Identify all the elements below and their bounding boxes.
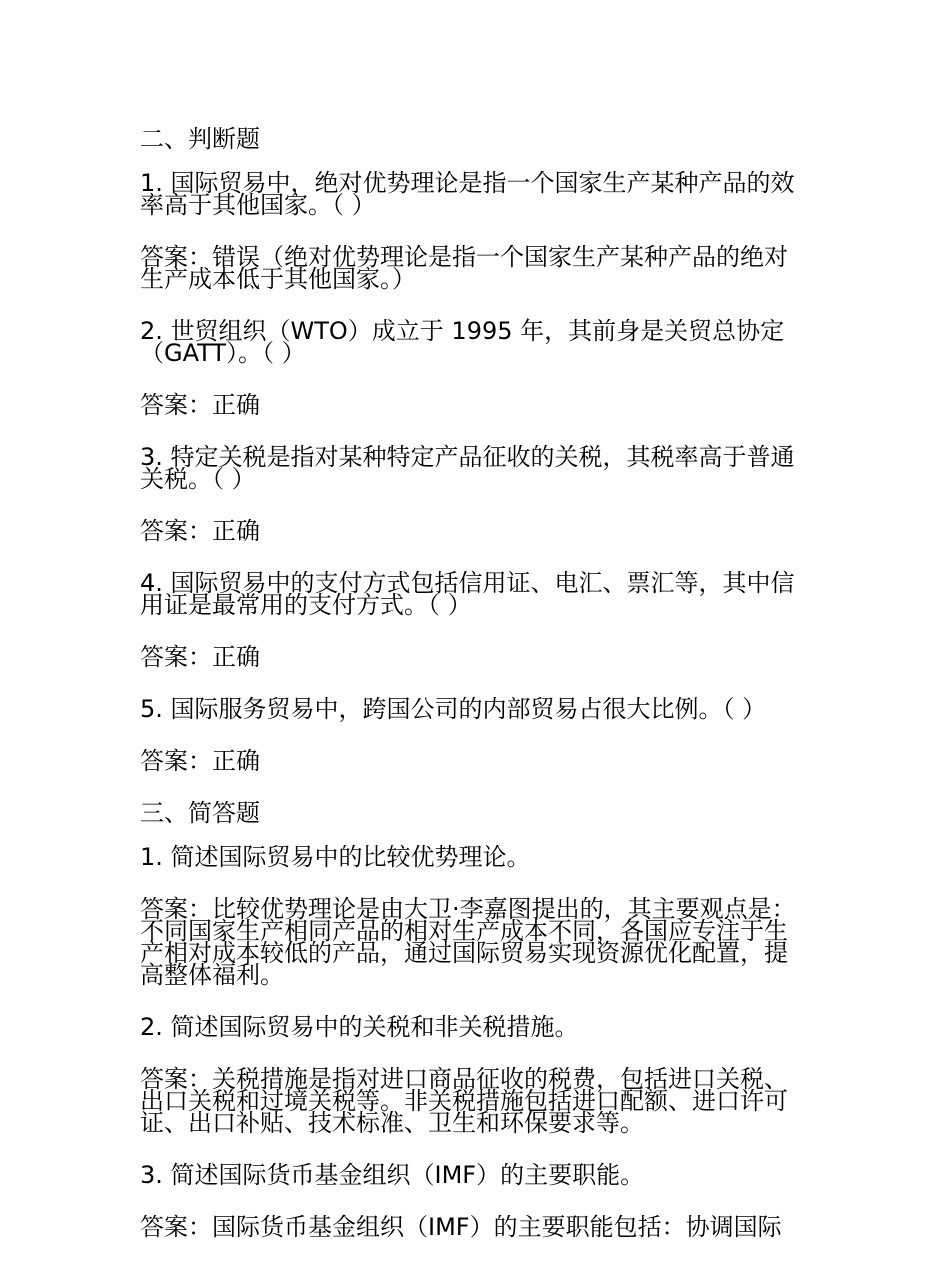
short-answer-answer-3: 答案：国际货币基金组织（IMF）的主要职能包括：协调国际 [140, 1213, 782, 1241]
judgment-answer-3: 答案：正确 [140, 517, 260, 545]
section-title-short-answer: 三、简答题 [140, 799, 260, 827]
short-answer-question-3: 3. 简述国际货币基金组织（IMF）的主要职能。 [140, 1161, 645, 1189]
document-body [140, 125, 810, 1268]
judgment-answer-5: 答案：正确 [140, 747, 260, 775]
judgment-answer-1: 答案：错误（绝对优势理论是指一个国家生产某种产品的绝对生产成本低于其他国家。） [140, 243, 788, 293]
judgment-answer-2: 答案：正确 [140, 391, 260, 419]
judgment-question-3: 3. 特定关税是指对某种特定产品征收的关税，其税率高于普通关税。（ ） [140, 443, 795, 493]
judgment-question-1: 1. 国际贸易中，绝对优势理论是指一个国家生产某种产品的效率高于其他国家。（ ） [140, 169, 795, 219]
judgment-question-2: 2. 世贸组织（WTO）成立于 1995 年，其前身是关贸总协定（GATT）。（ ） [140, 317, 785, 367]
judgment-answer-4: 答案：正确 [140, 643, 260, 671]
short-answer-question-2: 2. 简述国际贸易中的关税和非关税措施。 [140, 1013, 579, 1041]
judgment-question-4: 4. 国际贸易中的支付方式包括信用证、电汇、票汇等，其中信用证是最常用的支付方式。（ ） [140, 569, 795, 619]
short-answer-question-1: 1. 简述国际贸易中的比较优势理论。 [140, 843, 531, 871]
short-answer-answer-2: 答案：关税措施是指对进口商品征收的税费，包括进口关税、出口关税和过境关税等。非关税措施包括进口配额、进口许可证、出口补贴、技术标准、卫生和环保要求等。 [140, 1065, 788, 1137]
section-title-judgment: 二、判断题 [140, 125, 260, 153]
short-answer-answer-1: 答案：比较优势理论是由大卫·李嘉图提出的，其主要观点是：不同国家生产相同产品的相对生产成本不同，各国应专注于生产相对成本较低的产品，通过国际贸易实现资源优化配置，提高整体福利。 [140, 895, 796, 989]
judgment-question-5: 5. 国际服务贸易中，跨国公司的内部贸易占很大比例。（ ） [140, 695, 767, 723]
